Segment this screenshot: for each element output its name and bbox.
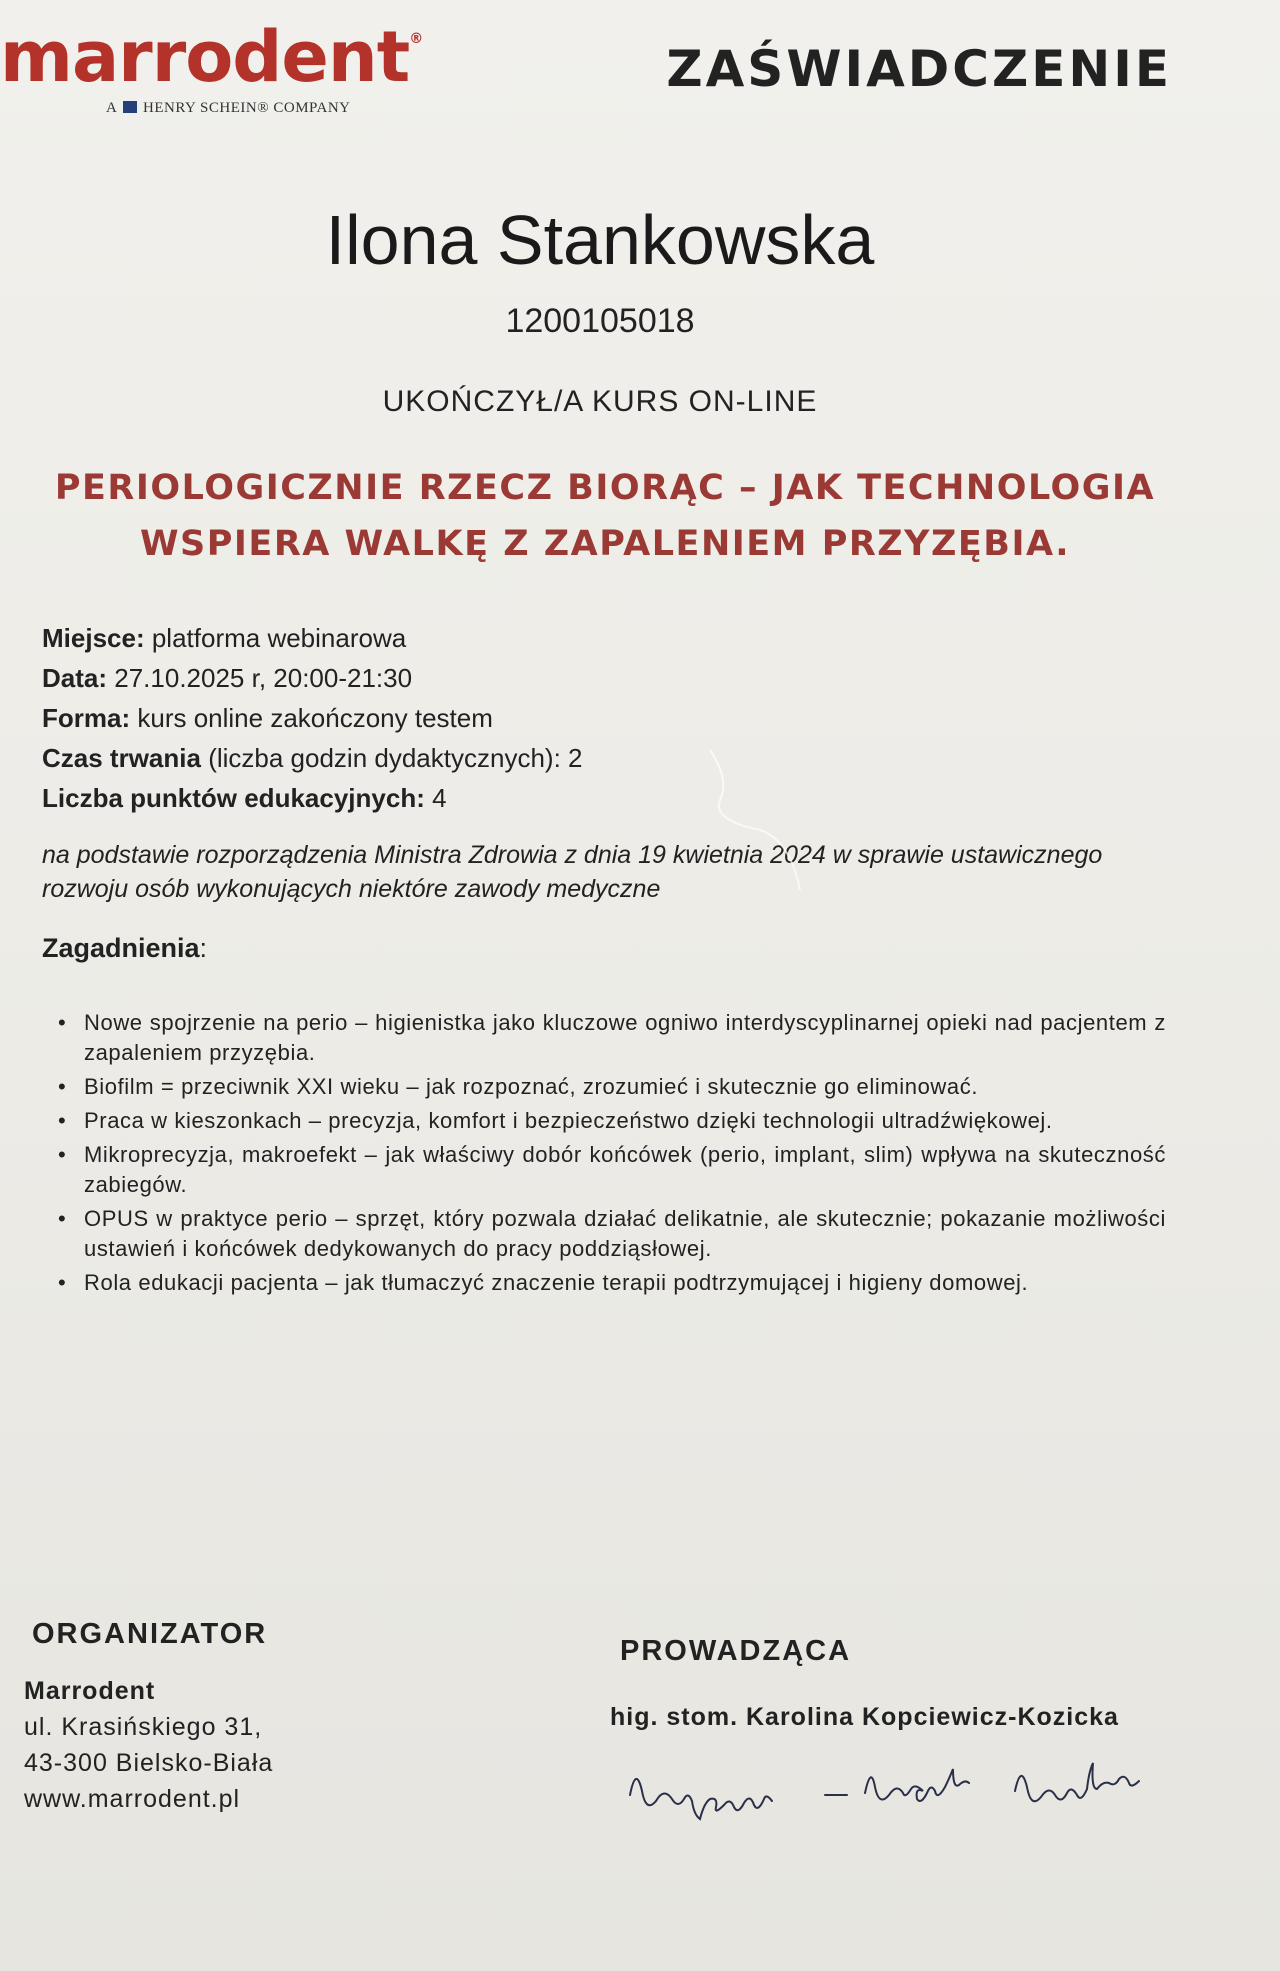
organizer-name: Marrodent: [24, 1677, 156, 1705]
logo-tagline-company: HENRY SCHEIN® COMPANY: [143, 100, 351, 116]
list-item: • OPUS w praktyce perio – sprzęt, który pozwala działać delikatnie, ale skutecznie; pokazanie możliwości ustawień i końcówek dedykowanych do pracy poddziąsłowej.: [58, 1204, 1166, 1264]
topics-list: [58, 1008, 1166, 1302]
list-item: • Praca w kieszonkach – precyzja, komfort i bezpieczeństwo dzięki technologii ultradźwiękowej.: [58, 1106, 1166, 1136]
detail-duration: Czas trwania (liczba godzin dydaktycznych): 2: [42, 743, 583, 773]
topics-heading: Zagadnienia:: [42, 933, 208, 963]
detail-place: Miejsce: platforma webinarowa: [42, 623, 407, 653]
organizer-city: 43-300 Bielsko-Biała: [24, 1749, 274, 1777]
lecturer-name: hig. stom. Karolina Kopciewicz-Kozicka: [610, 1703, 1119, 1731]
logo-tagline-prefix: A: [106, 100, 117, 116]
detail-form: Forma: kurs online zakończony testem: [42, 703, 493, 733]
logo-registered-mark: ®: [409, 31, 423, 47]
logo-text: marrodent: [0, 16, 410, 98]
detail-date: Data: 27.10.2025 r, 20:00-21:30: [42, 663, 413, 693]
course-title-line-2: WSPIERA WALKĘ Z ZAPALENIEM PRZYZĘBIA.: [139, 524, 1071, 564]
participant-name: Ilona Stankowska: [325, 201, 875, 279]
list-item: • Nowe spojrzenie na perio – higienistka jako kluczowe ogniwo interdyscyplinarnej opieki nad pacjentem z zapaleniem przyzębia.: [58, 1008, 1166, 1068]
list-item: • Biofilm = przeciwnik XXI wieku – jak rozpoznać, zrozumieć i skutecznie go eliminować.: [58, 1072, 1166, 1102]
marrodent-logo: [0, 16, 423, 98]
document-title: ZAŚWIADCZENIE: [666, 40, 1172, 98]
completed-label: UKOŃCZYŁ/A KURS ON-LINE: [382, 385, 818, 418]
course-details: [42, 618, 582, 818]
course-title-line-1: PERIOLOGICZNIE RZECZ BIORĄC – JAK TECHNOLOGIA: [54, 468, 1156, 508]
logo-tagline: [106, 100, 351, 117]
organizer-block: [24, 1673, 273, 1817]
list-item: • Rola edukacji pacjenta – jak tłumaczyć znaczenie terapii podtrzymującej i higieny domowej.: [58, 1268, 1166, 1298]
organizer-street: ul. Krasińskiego 31,: [24, 1713, 263, 1741]
organizer-heading: ORGANIZATOR: [32, 1618, 268, 1650]
lecturer-heading: PROWADZĄCA: [620, 1635, 852, 1667]
list-item: • Mikroprecyzja, makroefekt – jak właściwy dobór końcówek (perio, implant, slim) wpływa na skuteczność zabiegów.: [58, 1140, 1166, 1200]
henry-schein-mark-icon: [123, 101, 137, 113]
organizer-website: www.marrodent.pl: [24, 1785, 241, 1813]
paper-crease-mark: [700, 740, 840, 1000]
legal-basis-note: na podstawie rozporządzenia Ministra Zdrowia z dnia 19 kwietnia 2024 w sprawie ustawicznego rozwoju osób wykonujących niektóre zawody medyczne: [42, 841, 1103, 903]
course-title: [30, 460, 1180, 572]
participant-id: 1200105018: [505, 302, 695, 340]
handwritten-signature: [625, 1755, 1185, 1835]
detail-points: Liczba punktów edukacyjnych: 4: [42, 783, 447, 813]
